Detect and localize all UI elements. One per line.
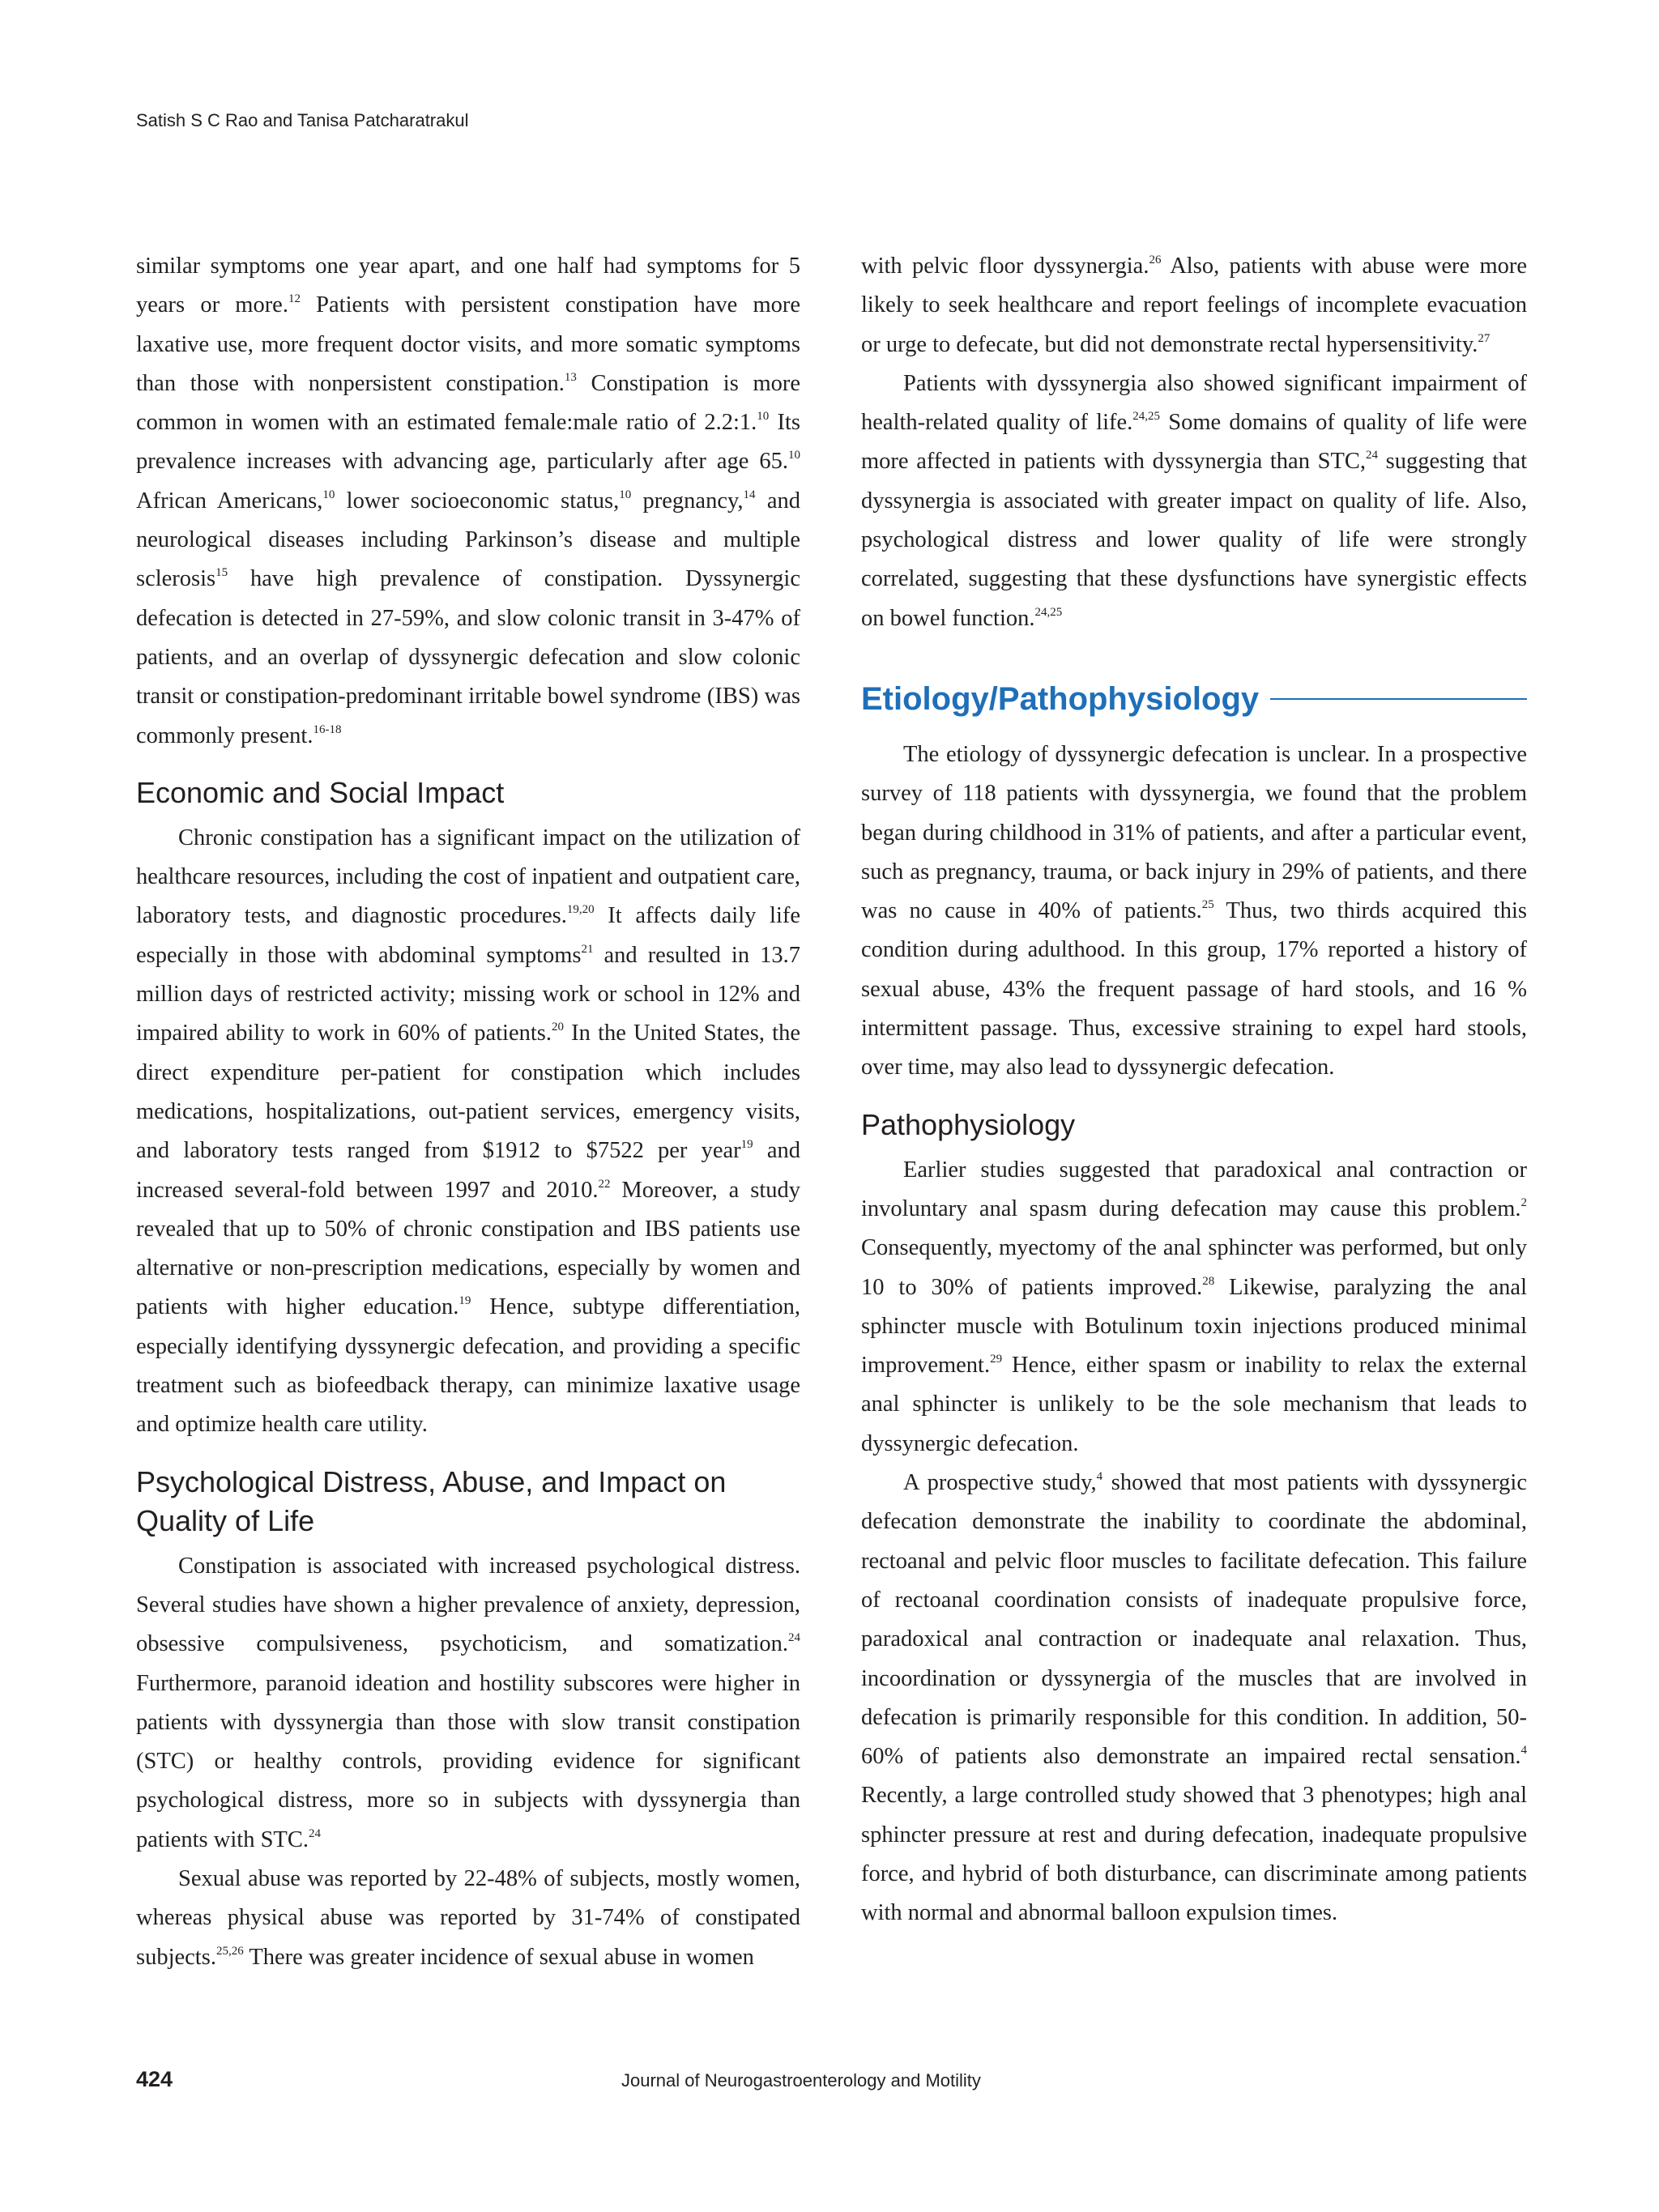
section-heading-psychological: Psychological Distress, Abuse, and Impact on Quality of Life (136, 1464, 727, 1537)
journal-name: Journal of Neurogastroenterology and Motility (621, 2070, 981, 2091)
paragraph: Patients with dyssynergia also showed significant impairment of health-related quality of life.$^{24,25}$ Some domains of quality of life were more affected in patients with dyssynergia than STC,$^{24}$ suggesting that dyssynergia is associated with greater impact on quality of life. Also, psychological distress and lower quality of life were strongly correlated, suggesting that these dysfunctions have synergistic effects on bowel function.$^{24,25}$ (861, 370, 1528, 631)
paragraph: Chronic constipation has a significant impact on the utilization of healthcare resources, including the cost of inpatient and outpatient care, laboratory tests, and diagnostic procedures.$^{19,20}$ It affects daily life especially in those with abdominal symptoms$^{21}$ and resulted in 13.7 million days of restricted activity; missing work or school in 12% and impaired ability to work in 60% of patients.$^{20}$ In the United States, the direct expenditure per-patient for constipation which includes medications, hospitalizations, out-patient services, emergency visits, and laboratory tests ranged from $1912 to $7522 per year$^{19}$ and increased several-fold between 1997 and 2010.22 Moreover, a study revealed that up to 50% of chronic constipation and IBS patients use alternative or non-prescription medications, especially by women and patients with higher education.$^{19}$ Hence, subtype differentiation, especially identifying dyssynergic defecation, and providing a specific treatment such as biofeedback therapy, can minimize laxative usage and optimize health care utility. (136, 825, 801, 1438)
paragraph: Constipation is associated with increased psychological distress. Several studies have shown a higher prevalence of anxiety, depression, obsessive compulsiveness, psychoticism, and somatization.$^{24}$ Furthermore, paranoid ideation and hostility subscores were higher in patients with dyssynergia than those with slow transit constipation (STC) or healthy controls, providing evidence for significant psychological distress, more so in subjects with dyssynergia than patients with STC.$^{24}$ (136, 1553, 800, 1852)
paragraph: Sexual abuse was reported by 22-48% of subjects, mostly women, whereas physical abuse was reported by 31-74% of constipated subjects.$^{25,26}$ There was greater incidence of sexual abuse in women (136, 1865, 800, 1970)
section-heading-economic: Economic and Social Impact (136, 775, 505, 809)
paragraph: A prospective study,$^4$ showed that most patients with dyssynergic defecation demonstrate the inability to coordinate the abdominal, rectoanal and pelvic floor muscles to facilitate defecation. This failure of rectoanal coordination consists of inadequate propulsive force, paradoxical anal contraction or inadequate anal relaxation. Thus, incoordination or dyssynergia of the muscles that are involved in defecation is primarily responsible for this condition. In addition, 50-60% of patients also demonstrate an impaired rectal sensation.$^4$ Recently, a large controlled study showed that 3 phenotypes; high anal sphincter pressure at rest and during defecation, inadequate propulsive force, and hybrid of both disturbance, can discriminate among patients with normal and abnormal balloon expulsion times. (861, 1470, 1527, 1926)
section-heading-etiology: Etiology/Pathophysiology (861, 679, 1527, 719)
paragraph: similar symptoms one year apart, and one half had symptoms for 5 years or more.$^{12}$ Patients with persistent constipation have more laxative use, more frequent doctor visits, and more somatic symptoms than those with nonpersistent constipation.$^{13}$ Constipation is more common in women with an estimated female:male ratio of 2.2:1.10 Its prevalence increases with advancing age, particularly after age 65.10 African Americans,$^{10}$ lower socioeconomic status,$^{10}$ pregnancy,$^{14}$ and neurological diseases including Parkinson’s disease and multiple sclerosis$^{15}$ have high prevalence of constipation. Dyssynergic defecation is detected in 27-59%, and slow colonic transit in 3-47% of patients, and an overlap of dyssynergic defecation and slow colonic transit or constipation-predominant irritable bowel syndrome (IBS) was commonly present.$^{16-18}$ (136, 254, 801, 748)
paragraph: with pelvic floor dyssynergia.$^{26}$ Also, patients with abuse were more likely to seek healthcare and report feelings of incomplete evacuation or urge to defecate, but did not demonstrate rectal hypersensitivity.$^{27}$ (861, 254, 1527, 357)
running-head-authors: Satish S C Rao and Tanisa Patcharatrakul (136, 110, 469, 130)
right-column (861, 247, 1527, 1933)
paragraph: The etiology of dyssynergic defecation is unclear. In a prospective survey of 118 patients with dyssynergia, we found that the problem began during childhood in 31% of patients, and after a particular event, such as pregnancy, trauma, or back injury in 29% of patients, and there was no cause in 40% of patients.$^{25}$ Thus, two thirds acquired this condition during adulthood. In this group, 17% reported a history of sexual abuse, 43% the frequent passage of hard stools, and 16 % intermittent passage. Thus, excessive straining to expel hard stools, over time, may also lead to dyssynergic defecation. (861, 741, 1527, 1080)
heading-rule (1270, 698, 1527, 700)
paragraph: Earlier studies suggested that paradoxical anal contraction or involuntary anal spasm during defecation may cause this problem.$^2$ Consequently, myectomy of the anal sphincter was performed, but only 10 to 30% of patients improved.$^{28}$ Likewise, paralyzing the anal sphincter muscle with Botulinum toxin injections produced minimal improvement.$^{29}$ Hence, either spasm or inability to relax the external anal sphincter is unlikely to be the sole mechanism that leads to dyssynergic defecation. (861, 1157, 1527, 1456)
section-heading-pathophysiology: Pathophysiology (861, 1107, 1076, 1141)
page-number: 424 (136, 2067, 173, 2091)
left-column (136, 247, 800, 1977)
